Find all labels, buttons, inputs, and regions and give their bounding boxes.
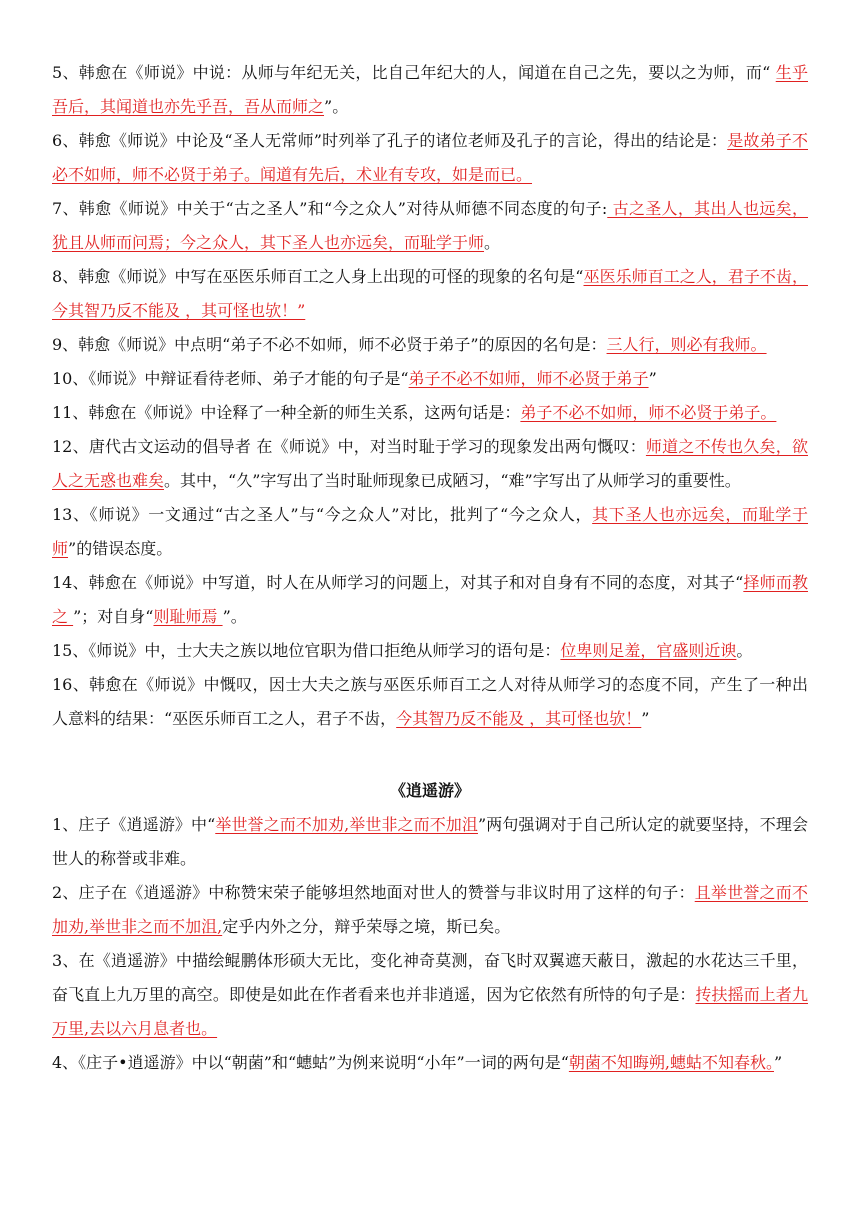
answer-text: 其下圣人也亦远矣，而耻学于师 — [52, 505, 808, 558]
question-text: 6、韩愈《师说》中论及“圣人无常师”时列举了孔子的诸位老师及孔子的言论，得出的结论是： — [52, 131, 728, 150]
section-title: 《逍遥游》 — [389, 781, 470, 800]
question-text: ”的错误态度。 — [68, 539, 173, 558]
answer-text: 举世誉之而不加劝,举世非之而不加沮 — [215, 815, 478, 834]
answer-text: 位卑则足羞，官盛则近谀 — [560, 641, 737, 660]
question-item — [52, 124, 808, 192]
question-item — [52, 1046, 808, 1080]
question-text: 8、韩愈《师说》中写在巫医乐师百工之人身上出现的可怪的现象的名句是“ — [52, 267, 584, 286]
question-text: 11、韩愈在《师说》中诠释了一种全新的师生关系，这两句话是： — [52, 403, 521, 422]
answer-text: 朝菌不知晦朔,蟪蛄不知春秋。 — [568, 1053, 774, 1072]
answer-text: 弟子不必不如师，师不必贤于弟子。 — [520, 403, 777, 422]
answer-text: 是故弟子不必不如师，师不必贤于弟子。闻道有先后，术业有专攻，如是而已。 — [52, 131, 808, 184]
question-item — [52, 362, 808, 396]
question-text: 7、韩愈《师说》中关于“古之圣人”和“今之众人”对待从师德不同态度的句子: — [52, 199, 608, 218]
question-item — [52, 260, 808, 328]
question-text: 16、韩愈在《师说》中慨叹，因士大夫之族与巫医乐师百工之人对待从师学习的态度不同，产生了一种出人意料的结果：“巫医乐师百工之人，君子不齿， — [52, 675, 808, 728]
answer-text: 择师而教之 — [52, 573, 808, 626]
question-item — [52, 876, 808, 944]
question-text: ”。 — [324, 97, 349, 116]
question-text: 5、韩愈在《师说》中说：从师与年纪无关，比自己年纪大的人，闻道在自己之先，要以之为师，而“ — [52, 63, 776, 82]
question-text: 13、《师说》一文通过“古之圣人”与“今之众人”对比，批判了“今之众人， — [52, 505, 593, 524]
question-item — [52, 808, 808, 876]
question-text: 3、在《逍遥游》中描绘鲲鹏体形硕大无比，变化神奇莫测，奋飞时双翼遮天蔽日，激起的水花达三千里，奋飞直上九万里的高空。即使是如此在作者看来也并非逍遥，因为它依然有所恃的句子是： — [52, 951, 808, 1004]
question-item — [52, 634, 808, 668]
answer-text: 且举世誉之而不加劝,举世非之而不加沮, — [52, 883, 808, 936]
answer-text: 巫医乐师百工之人，君子不齿，今其智乃反不能及 ，其可怪也欤！” — [52, 267, 808, 320]
question-text: ”两句强调对于自己所认定的就要坚持，不理会世人的称誉或非难。 — [52, 815, 808, 868]
answer-text: 抟扶摇而上者九万里,去以六月息者也。 — [52, 985, 808, 1038]
question-text: 2、庄子在《逍遥游》中称赞宋荣子能够坦然地面对世人的赞誉与非议时用了这样的句子： — [52, 883, 695, 902]
answer-text: 生乎吾后，其闻道也亦先乎吾，吾从而师之 — [52, 63, 808, 116]
question-text: 。 — [484, 233, 501, 252]
question-text: ” — [641, 709, 650, 728]
question-text: 12、唐代古文运动的倡导者 在《师说》中，对当时耻于学习的现象发出两句慨叹： — [52, 437, 646, 456]
question-text: 。其中，“久”字写出了当时耻师现象已成陋习，“难”字写出了从师学习的重要性。 — [164, 471, 741, 490]
question-item — [52, 56, 808, 124]
answer-text: 则耻师焉 — [153, 607, 223, 626]
question-text: 定乎内外之分，辩乎荣辱之境，斯已矣。 — [222, 917, 511, 936]
question-item — [52, 944, 808, 1046]
question-item — [52, 396, 808, 430]
answer-text: 古之圣人，其出人也远矣，犹且从师而问焉；今之众人，其下圣人也亦远矣，而耻学于师 — [52, 199, 808, 252]
question-text: 10、《师说》中辩证看待老师、弟子才能的句子是“ — [52, 369, 409, 388]
question-text: 。 — [736, 641, 753, 660]
answer-text: 三人行，则必有我师。 — [606, 335, 767, 354]
answer-text: 师道之不传也久矣，欲人之无惑也难矣 — [52, 437, 808, 490]
question-text: 4、《庄子•逍遥游》中以“朝菌”和“蟪蛄”为例来说明“小年”一词的两句是“ — [52, 1053, 569, 1072]
question-item — [52, 430, 808, 498]
question-text: 14、韩愈在《师说》中写道，时人在从师学习的问题上，对其子和对自身有不同的态度，对其子“ — [52, 573, 744, 592]
question-text: 9、韩愈《师说》中点明“弟子不必不如师，师不必贤于弟子”的原因的名句是： — [52, 335, 607, 354]
question-item — [52, 668, 808, 736]
question-text: 1、庄子《逍遥游》中“ — [52, 815, 216, 834]
question-item — [52, 328, 808, 362]
question-text: ”。 — [222, 607, 247, 626]
shishuo-section — [52, 56, 808, 736]
question-item — [52, 192, 808, 260]
answer-text: 弟子不必不如师，师不必贤于弟子 — [408, 369, 649, 388]
question-item — [52, 498, 808, 566]
question-item — [52, 566, 808, 634]
question-text: ” — [648, 369, 657, 388]
question-text: ”；对自身“ — [73, 607, 154, 626]
answer-text: 今其智乃反不能及 ，其可怪也欤！ — [396, 709, 642, 728]
question-text: ” — [773, 1053, 783, 1072]
xiaoyaoyou-section — [52, 808, 808, 1080]
question-text: 15、《师说》中，士大夫之族以地位官职为借口拒绝从师学习的语句是： — [52, 641, 561, 660]
